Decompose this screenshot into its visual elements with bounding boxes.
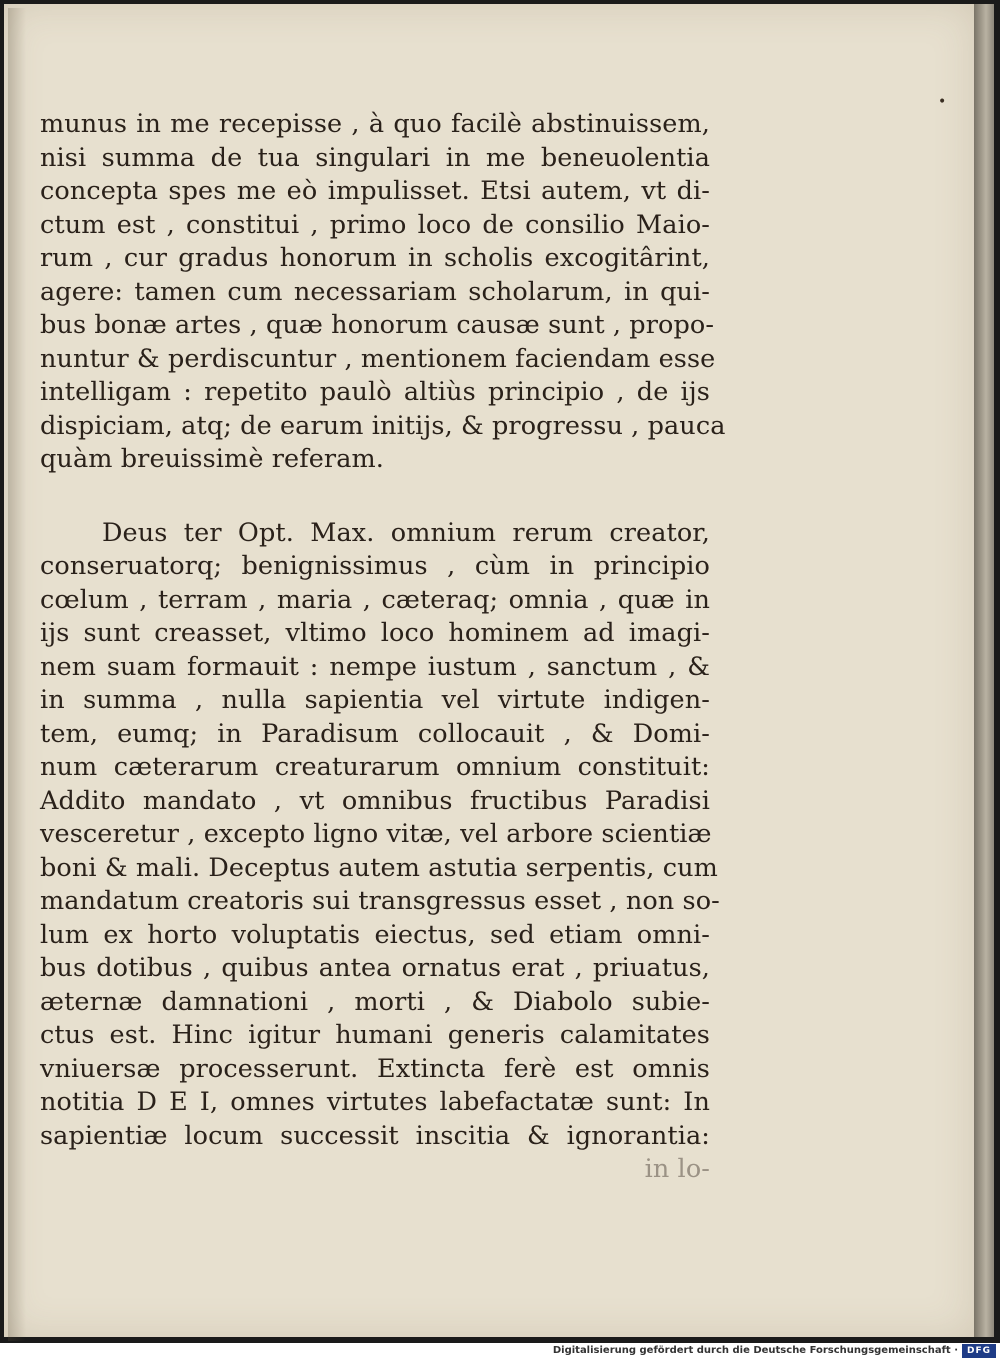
text-line: vesceretur , excepto ligno vitæ, vel arbore scientiæ — [40, 819, 712, 849]
page-text — [40, 108, 726, 1187]
text-line: Addito mandato , vt omnibus fructibus Paradisi — [40, 785, 710, 816]
text-line: num cæterarum creaturarum omnium constituit: — [40, 752, 710, 782]
text-line: dispiciam, atq; de earum initijs, & progressu , pauca — [40, 410, 726, 441]
text-line: æternæ damnationi , morti , & Diabolo subie- — [40, 986, 710, 1017]
text-line: conseruatorq; benignissimus , cùm in principio — [40, 551, 710, 581]
text-line: bus bonæ artes , quæ honorum causæ sunt , propo- — [40, 310, 715, 340]
text-line: intelligam : repetito paulò altiùs principio , de ijs — [40, 377, 710, 407]
funding-credit: Digitalisierung gefördert durch die Deutsche Forschungsgemeinschaft · — [552, 1345, 958, 1356]
text-line: quàm breuissimè referam. — [40, 444, 385, 474]
text-line: sapientiæ locum successit inscitia & ignorantia: — [40, 1120, 710, 1151]
text-line: ctus est. Hinc igitur humani generis calamitates — [40, 1020, 710, 1050]
text-line: vniuersæ processerunt. Extincta ferè est omnis — [40, 1053, 710, 1084]
text-line: notitia D E I, omnes virtutes labefactatæ sunt: In — [40, 1087, 710, 1117]
text-line: bus dotibus , quibus antea ornatus erat , priuatus, — [40, 953, 710, 983]
text-line: in summa , nulla sapientia vel virtute indigen- — [40, 685, 710, 715]
catchword: in lo- — [644, 1154, 710, 1184]
text-line: boni & mali. Deceptus autem astutia serpentis, cum — [40, 852, 718, 883]
text-line: agere: tamen cum necessariam scholarum, in qui- — [40, 276, 710, 307]
text-line: mandatum creatoris sui transgressus esset , non so- — [40, 886, 720, 916]
page-edge — [974, 4, 994, 1337]
corner-mark: • — [938, 94, 947, 110]
text-line: rum , cur gradus honorum in scholis excogitârint, — [40, 243, 710, 273]
paragraph-2 — [40, 517, 720, 1187]
text-line: ctum est , constitui , primo loco de consilio Maio- — [40, 209, 710, 240]
paragraph-1 — [40, 108, 726, 477]
text-line: cœlum , terram , maria , cæteraq; omnia , quæ in — [40, 584, 710, 615]
text-line: nem suam formauit : nempe iustum , sanctum , & — [40, 651, 710, 682]
gutter-shadow — [8, 8, 26, 1341]
text-line: munus in me recepisse , à quo facilè abstinuissem, — [40, 109, 710, 139]
text-line: nisi summa de tua singulari in me beneuolentia — [40, 142, 710, 173]
text-line: nuntur & perdiscuntur , mentionem faciendam esse — [40, 343, 716, 374]
paragraph-gap — [40, 477, 710, 517]
footer-bar — [0, 1343, 1000, 1360]
text-line: lum ex horto voluptatis eiectus, sed etiam omni- — [40, 919, 710, 950]
text-line: ijs sunt creasset, vltimo loco hominem ad imagi- — [40, 618, 710, 648]
text-line: concepta spes me eò impulisset. Etsi autem, vt di- — [40, 176, 710, 206]
dfg-logo[interactable]: DFG — [962, 1344, 996, 1358]
text-line: tem, eumq; in Paradisum collocauit , & Domi- — [40, 718, 710, 749]
text-line: Deus ter Opt. Max. omnium rerum creator, — [102, 517, 710, 548]
